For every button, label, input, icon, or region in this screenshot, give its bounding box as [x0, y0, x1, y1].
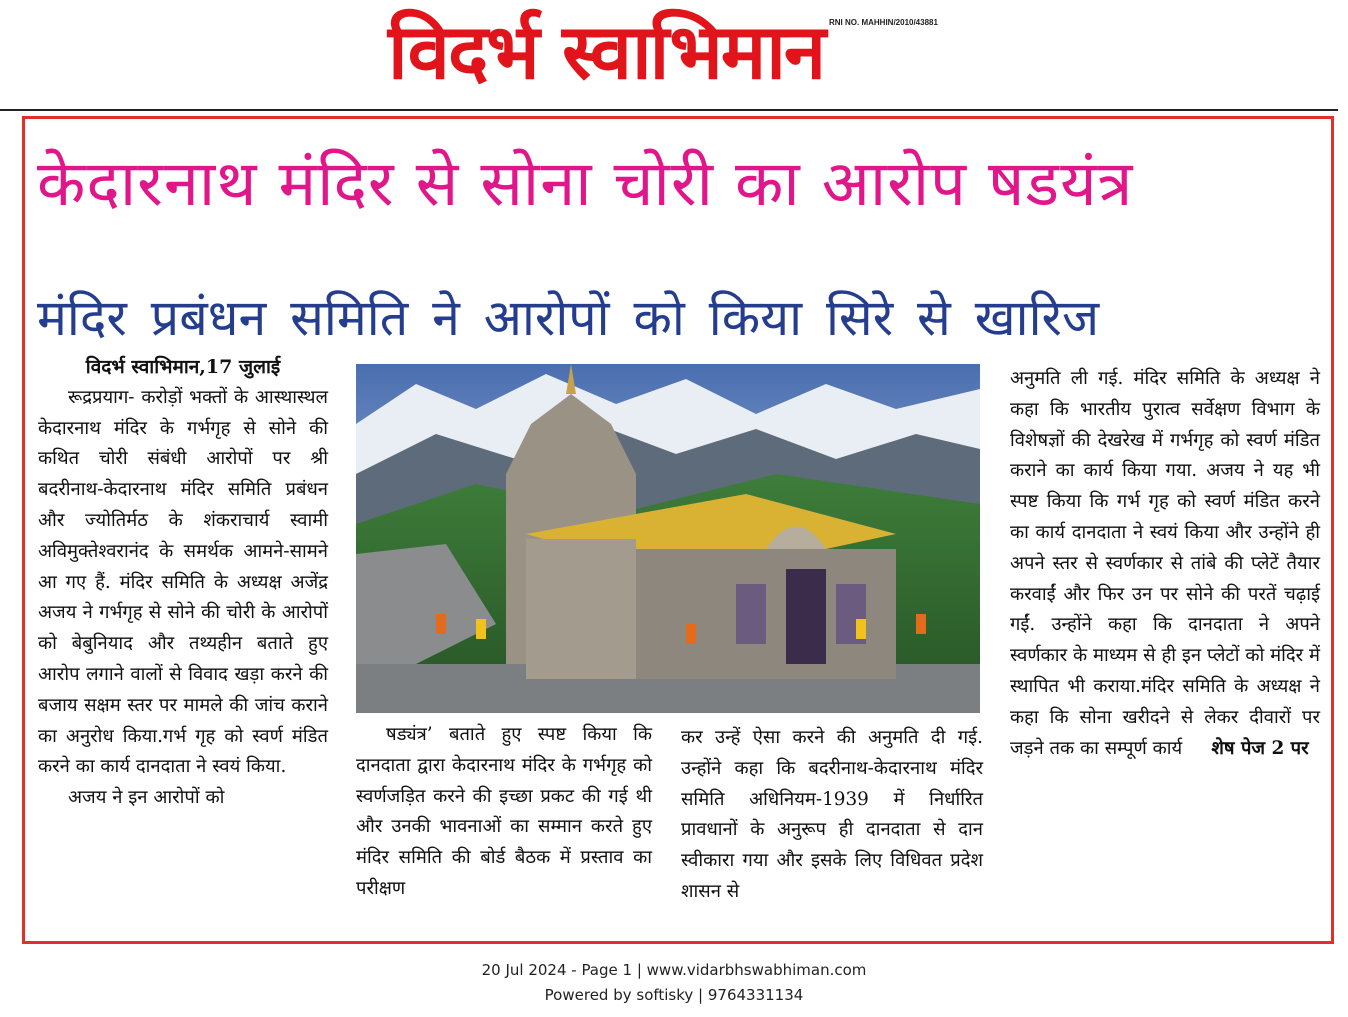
column-2-paragraph: षड्यंत्र’ बताते हुए स्पष्ट किया कि दानदाता द्वारा केदारनाथ मंदिर के गर्भगृह को स्वर्णजड़ित करने की इच्छा प्रकट की गई थी और उनकी भावनाओं का सम्मान करते हुए मंदिर समिति की बोर्ड बैठक में प्रस्ताव का परीक्षण: [356, 724, 652, 899]
masthead: [0, 0, 1348, 112]
column-1-paragraph: रूद्रप्रयाग- करोड़ों भक्तों के आस्थास्थल केदारनाथ मंदिर के गर्भगृह से सोने की कथित चोरी संबंधी आरोपों पर श्री बदरीनाथ-केदारनाथ मंदिर समिति प्रबंधन और ज्योतिर्मठ के शंकराचार्य स्वामी अविमुक्तेश्वरानंद के समर्थक आमने-सामने आ गए हैं. मंदिर समिति के अध्यक्ष अजेंद्र अजय ने गर्भगृह से सोने की चोरी के आरोपों को बेबुनियाद और तथ्यहीन बताते हुए आरोप लगाने वालों से विवाद खड़ा करने की बजाय सक्षम स्तर पर मामले की जांच कराने का अनुरोध किया.गर्भ गृह को स्वर्ण मंडित करने का कार्य दानदाता ने स्वयं किया.: [38, 386, 328, 778]
footer-powered-by: Powered by softisky | 9764331134: [544, 986, 804, 1004]
article-subheadline: मंदिर प्रबंधन समिति ने आरोपों को किया सिरे से खारिज: [37, 289, 1100, 347]
article-column-3: [681, 723, 983, 908]
newspaper-logo: विदर्भ स्वाभिमान: [388, 7, 825, 96]
kedarnath-temple-photo: [356, 364, 980, 713]
continued-on-page-label: शेष पेज 2 पर: [1211, 737, 1309, 759]
article-headline: केदारनाथ मंदिर से सोना चोरी का आरोप षडयंत्र: [37, 147, 1134, 220]
rni-number: RNI NO. MAHHIN/2010/43881: [829, 18, 938, 27]
masthead-divider: [0, 109, 1338, 111]
page-footer: [0, 958, 1348, 1008]
column-1-paragraph-2: अजय ने इन आरोपों को: [68, 787, 225, 809]
article-column-2: [356, 720, 652, 905]
column-3-paragraph: कर उन्हें ऐसा करने की अनुमति दी गई. उन्होंने कहा कि बदरीनाथ-केदारनाथ मंदिर समिति अधिनियम-1939 में निर्धारित प्रावधानों के अनुरूप ही दानदाता से दान स्वीकारा गया और इसके लिए विधिवत प्रदेश शासन से: [681, 727, 983, 902]
article-column-1: [38, 352, 328, 814]
article-column-4: [1010, 364, 1320, 764]
column-4-paragraph: [1010, 364, 1320, 764]
footer-date-page-url: 20 Jul 2024 - Page 1 | www.vidarbhswabhiman.com: [481, 961, 867, 979]
dateline: विदर्भ स्वाभिमान,17 जुलाई: [85, 356, 281, 378]
column-4-text: अनुमति ली गई. मंदिर समिति के अध्यक्ष ने कहा कि भारतीय पुरात्व सर्वेक्षण विभाग के विशेषज्ञों की देखरेख में गर्भगृह को स्वर्ण मंडित कराने का कार्य किया गया. अजय ने यह भी स्पष्ट किया कि गर्भ गृह को स्वर्ण मंडित करने का कार्य दानदाता ने स्वयं किया और उन्होंने ही अपने स्तर से स्वर्णकार से तांबे की प्लेटें तैयार करवाईं और फिर उन पर सोने की परतें चढ़ाई गईं. उन्होंने कहा कि दानदाता ने अपने स्वर्णकार के माध्यम से ही इन प्लेटों को मंदिर में स्थापित भी कराया.मंदिर समिति के अध्यक्ष ने कहा कि सोना खरीदने से लेकर दीवारों पर जड़ने तक का सम्पूर्ण कार्य: [1010, 368, 1320, 759]
